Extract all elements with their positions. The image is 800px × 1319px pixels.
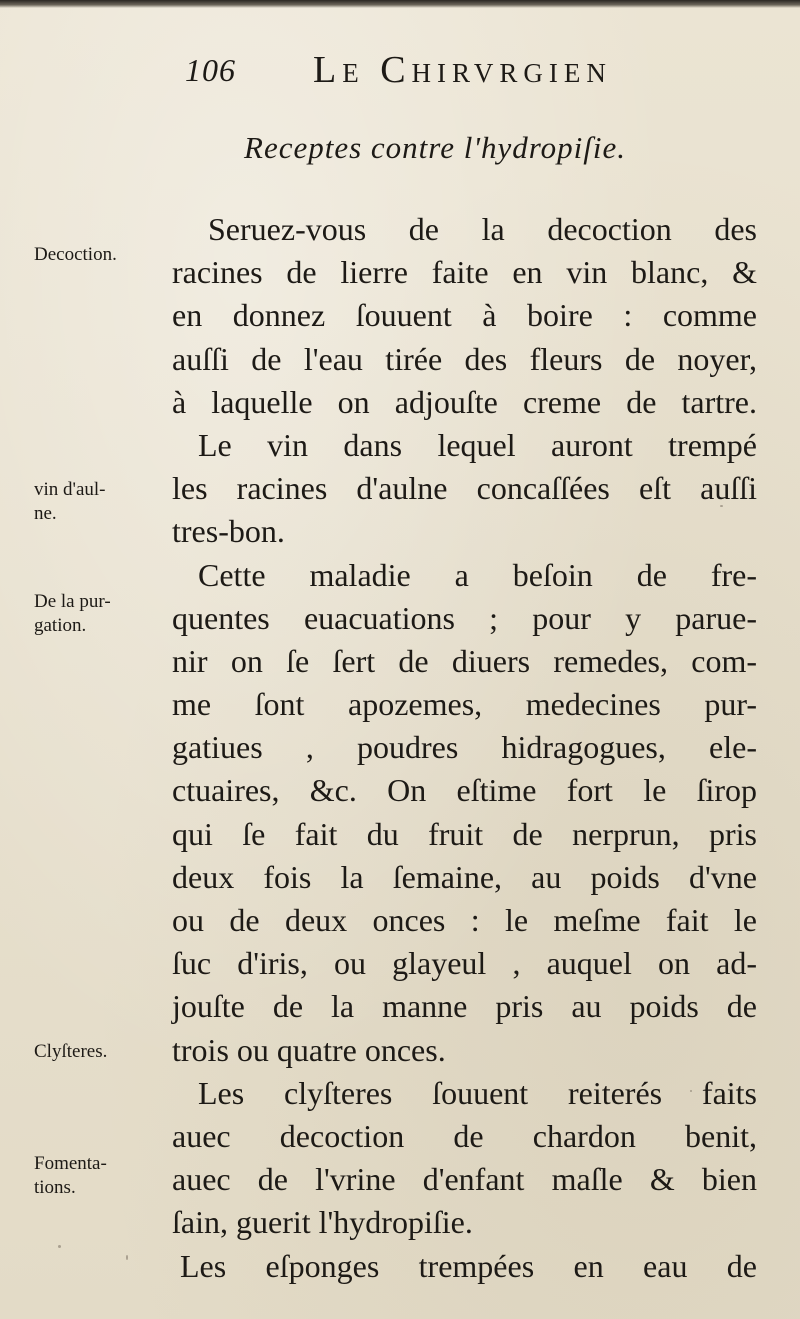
margin-note-fomentations: Fomenta- tions. bbox=[34, 1153, 107, 1198]
text-line: à laquelle on adjouſte creme de tartre. bbox=[172, 383, 757, 420]
margin-note-decoction: Decoction. bbox=[34, 244, 117, 265]
text-line: Seruez-vous de la decoction des bbox=[208, 211, 757, 247]
text-line: jouſte de la manne pris au poids de bbox=[172, 988, 757, 1025]
text-line: trois ou quatre onces. bbox=[172, 1031, 446, 1068]
text-line: ou de deux onces : le meſme fait le bbox=[172, 902, 757, 938]
paper-speck bbox=[126, 1255, 128, 1260]
body-text bbox=[172, 208, 757, 1288]
text-line: ctuaires, &c. On eſtime fort le ſirop bbox=[172, 772, 757, 809]
margin-note-vin-daulne: vin d'aul- ne. bbox=[34, 479, 106, 524]
text-line: en donnez ſouuent à boire : comme bbox=[172, 297, 757, 334]
running-title: Le Chirvrgien bbox=[313, 49, 612, 91]
text-line: quentes euacuations ; pour y parue- bbox=[172, 599, 757, 636]
text-line: ſain, guerit l'hydropiſie. bbox=[172, 1204, 473, 1241]
paper-speck bbox=[58, 1245, 61, 1248]
text-line: deux fois la ſemaine, au poids d'vne bbox=[172, 858, 757, 895]
text-line: tres-bon. bbox=[172, 513, 285, 550]
paper-speck bbox=[720, 505, 723, 507]
text-line: ſuc d'iris, ou glayeul , auquel on ad- bbox=[172, 945, 757, 982]
text-line: auſſi de l'eau tirée des fleurs de noyer, bbox=[172, 340, 757, 377]
margin-note-purgation: De la pur- gation. bbox=[34, 591, 111, 636]
margin-note-clysteres: Clyſteres. bbox=[34, 1041, 108, 1062]
page-header bbox=[185, 44, 705, 94]
text-line: auec de l'vrine d'enfant maſle & bien bbox=[172, 1161, 757, 1198]
text-line: gatiues , poudres hidragogues, ele- bbox=[172, 729, 757, 766]
text-line: les racines d'aulne concaſſées eſt auſſi bbox=[172, 470, 757, 507]
text-line: me ſont apozemes, medecines pur- bbox=[172, 686, 757, 723]
page-number: 106 bbox=[185, 52, 236, 88]
text-line: racines de lierre faite en vin blanc, & bbox=[172, 254, 757, 291]
text-line: Les eſponges trempées en eau de bbox=[180, 1247, 757, 1284]
paper-speck bbox=[185, 1268, 187, 1272]
section-title: Receptes contre l'hydropiſie. bbox=[244, 130, 626, 165]
text-line: qui ſe fait du fruit de nerprun, pris bbox=[172, 815, 757, 852]
paper-speck bbox=[690, 1090, 692, 1092]
text-line: Les clyſteres ſouuent reiterés faits bbox=[198, 1074, 757, 1111]
text-line: Cette maladie a beſoin de fre- bbox=[198, 556, 757, 593]
text-line: Le vin dans lequel auront trempé bbox=[198, 426, 757, 463]
text-line: auec decoction de chardon benit, bbox=[172, 1117, 757, 1154]
margin-notes bbox=[0, 0, 170, 1319]
text-line: nir on ſe ſert de diuers remedes, com- bbox=[172, 642, 757, 679]
